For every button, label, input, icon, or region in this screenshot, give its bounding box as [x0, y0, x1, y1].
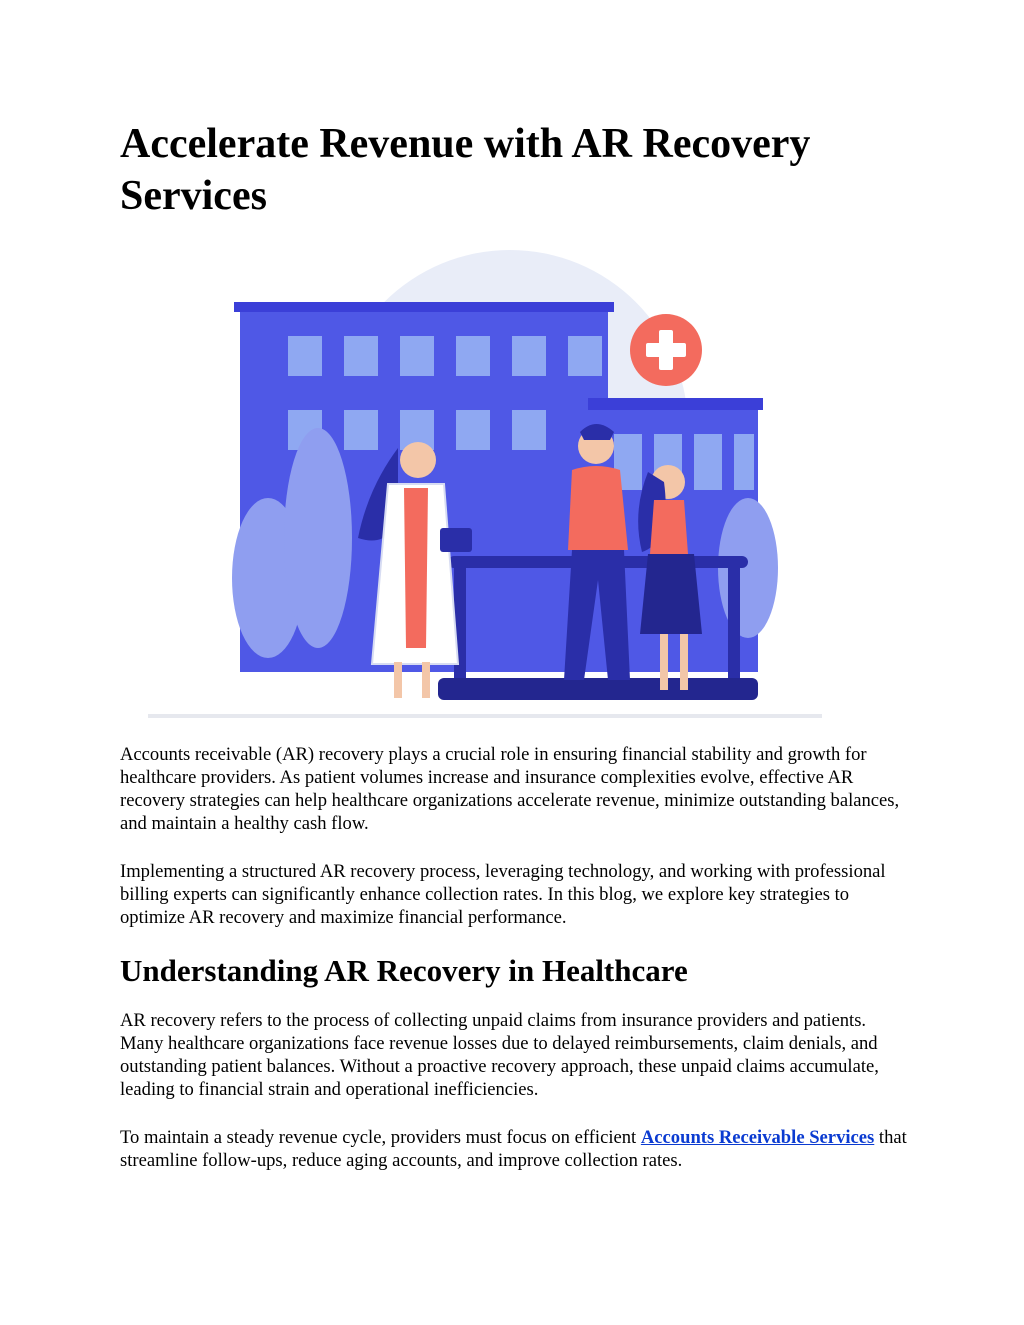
intro-paragraph: Accounts receivable (AR) recovery plays a crucial role in ensuring financial stability and growth for healthcare providers. As patient volumes increase and insurance complexities evolve, effective AR recovery strategies can help healthcare organizations accelerate revenue, minimize outstanding balances, and maintain a healthy cash flow. [120, 744, 900, 834]
services-text-after: that streamline follow-ups, reduce aging accounts, and improve collection rates. [120, 1127, 907, 1171]
services-paragraph [120, 1126, 910, 1172]
hero-illustration [148, 238, 822, 720]
definition-paragraph: AR recovery refers to the process of collecting unpaid claims from insurance providers and patients. Many healthcare organizations face revenue losses due to delayed reimbursements, claim denials, and outstanding patient balances. Without a proactive recovery approach, these unpaid claims accumulate, leading to financial strain and operational inefficiencies. [120, 1010, 879, 1100]
hospital-illustration-icon [148, 238, 822, 720]
overview-paragraph: Implementing a structured AR recovery process, leveraging technology, and working with professional billing experts can significantly enhance collection rates. In this blog, we explore key strategies to optimize AR recovery and maximize financial performance. [120, 861, 886, 928]
section-heading: Understanding AR Recovery in Healthcare [120, 953, 688, 988]
accounts-receivable-services-link[interactable]: Accounts Receivable Services [640, 1127, 875, 1148]
services-text-before: To maintain a steady revenue cycle, providers must focus on efficient [120, 1127, 641, 1148]
page-title: Accelerate Revenue with AR Recovery Services [120, 121, 811, 219]
